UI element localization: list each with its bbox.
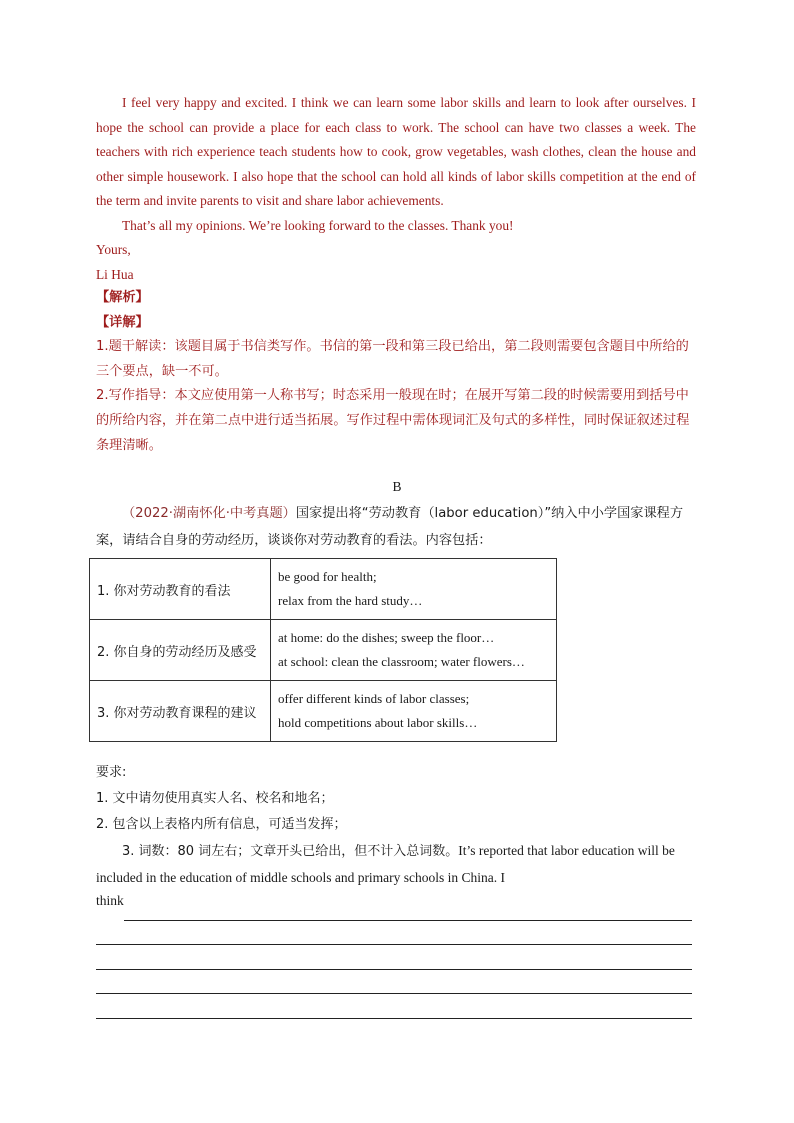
essay-closing: Yours, bbox=[96, 242, 131, 257]
requirements-section bbox=[96, 760, 696, 892]
analysis-heading: 【解析】 bbox=[96, 290, 149, 305]
analysis-point-2: 2.写作指导：本文应使用第一人称书写；时态采用一般现在时；在展开写第二段的时候需要用到括号中的所给内容，并在第二点中进行适当拓展。写作过程中需体现词汇及句式的多样性，同时保证叙述过程条理清晰。 bbox=[96, 388, 690, 453]
requirement-item-2: 2. 包含以上表格内所有信息，可适当发挥； bbox=[96, 817, 347, 832]
requirement-item-1: 1. 文中请勿使用真实人名、校名和地名； bbox=[96, 791, 334, 806]
hint-line: at school: clean the classroom; water flowers… bbox=[278, 654, 525, 669]
hint-line: be good for health; bbox=[278, 569, 377, 584]
table-cell-topic: 3. 你对劳动教育课程的建议 bbox=[90, 681, 271, 742]
hint-line: offer different kinds of labor classes; bbox=[278, 691, 470, 706]
writing-prompt bbox=[96, 500, 696, 554]
details-heading: 【详解】 bbox=[96, 314, 149, 330]
table-cell-topic: 2. 你自身的劳动经历及感受 bbox=[90, 620, 271, 681]
answer-line[interactable] bbox=[96, 921, 692, 946]
table-cell-topic: 1. 你对劳动教育的看法 bbox=[90, 559, 271, 620]
section-label: B bbox=[392, 479, 402, 494]
answer-lines[interactable] bbox=[96, 896, 692, 1019]
essay-signature: Li Hua bbox=[96, 266, 134, 282]
hint-line: at home: do the dishes; sweep the floor… bbox=[278, 630, 495, 645]
table-row bbox=[90, 681, 557, 742]
essay-opening: It’s reported that labor education will be included in the education of middle schools and primary schools in China. I bbox=[96, 843, 675, 885]
table-cell-hints bbox=[271, 559, 557, 620]
essay-paragraph-1: I feel very happy and excited. I think we can learn some labor skills and learn to look after ourselves. I hope the school can provide a place for each class to work. The school can have two classes a week. The teachers with rich experience teach students how to cook, grow vegetables, wash clothes, clean the house and other simple housework. I also hope that the school can hold all kinds of labor skills competition at the end of the term and invite parents to visit and share labor achievements. bbox=[96, 95, 696, 208]
hint-line: hold competitions about labor skills… bbox=[278, 715, 478, 730]
essay-start-word: think bbox=[96, 893, 124, 908]
answer-line[interactable] bbox=[96, 970, 692, 995]
answer-line[interactable] bbox=[124, 896, 692, 921]
analysis-point-1: 1.题干解读：该题目属于书信类写作。书信的第一段和第三段已给出，第二段则需要包含题目中所给的三个要点，缺一不可。 bbox=[96, 339, 689, 379]
answer-line[interactable] bbox=[96, 945, 692, 970]
table-row bbox=[90, 620, 557, 681]
table-cell-hints bbox=[271, 681, 557, 742]
requirements-heading: 要求: bbox=[96, 765, 127, 780]
model-essay bbox=[96, 91, 696, 287]
analysis-section bbox=[96, 286, 696, 458]
answer-line[interactable] bbox=[96, 994, 692, 1019]
requirement-item-3: 3. 词数：80 词左右；文章开头已给出，但不计入总词数。 bbox=[122, 844, 459, 859]
table-cell-hints bbox=[271, 620, 557, 681]
content-points-table bbox=[89, 558, 557, 742]
question-source: （2022·湖南怀化·中考真题） bbox=[122, 506, 296, 521]
hint-line: relax from the hard study… bbox=[278, 593, 423, 608]
table-row bbox=[90, 559, 557, 620]
essay-paragraph-2: That’s all my opinions. We’re looking forward to the classes. Thank you! bbox=[122, 217, 514, 233]
prompt-text: 国家提出将“劳动教育（labor education）”纳入中小学国家课程方案，请结合自身的劳动经历，谈谈你对劳动教育的看法。内容包括： bbox=[96, 506, 684, 548]
